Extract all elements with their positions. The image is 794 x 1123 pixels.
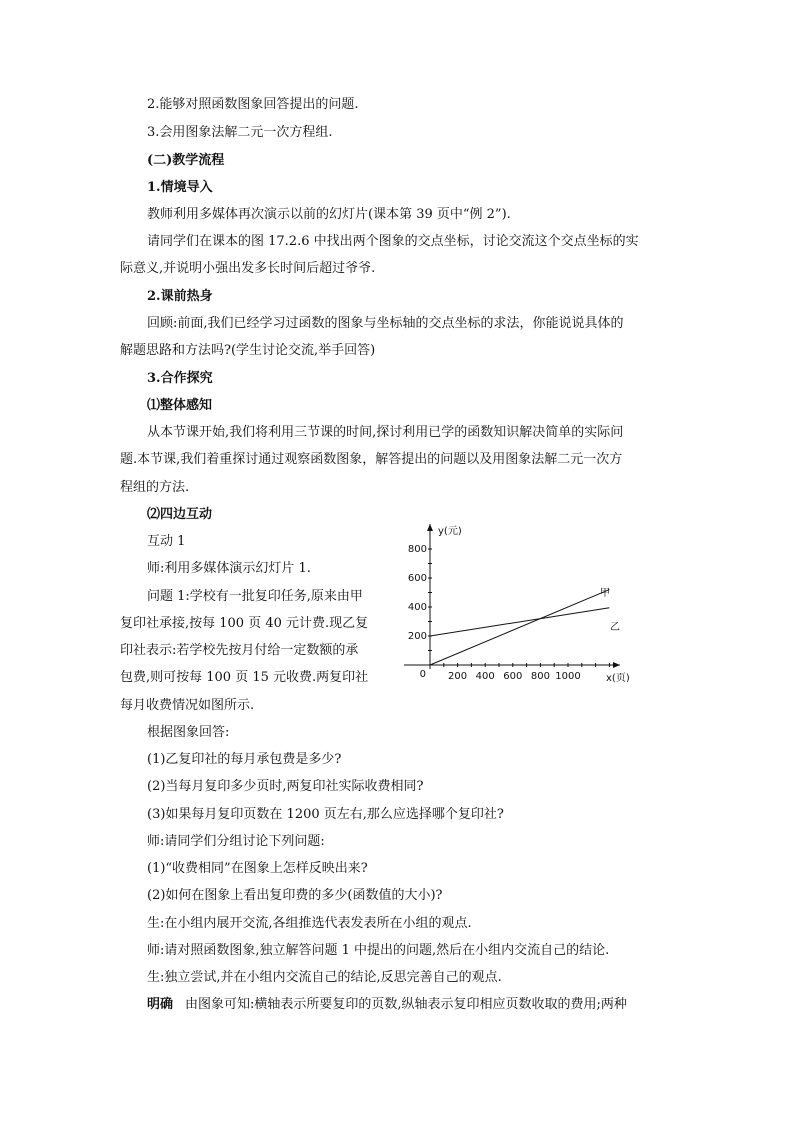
x-tick-label: 400 — [475, 671, 495, 682]
objective-3: 3.会用图象法解二元一次方程组. — [147, 125, 333, 140]
heading-situation-intro: 1.情境导入 — [147, 180, 213, 195]
question-line: (2)当每月复印多少页时,两复印社实际收费相同? — [147, 779, 424, 794]
origin-label: 0 — [419, 669, 426, 680]
heading-interaction: ⑵四边互动 — [147, 507, 213, 522]
paragraph-line: 际意义,并说明小强出发多长时间后超过爷爷. — [120, 261, 376, 276]
paragraph-line: 印社表示:若学校先按月付给一定数额的承 — [120, 643, 359, 658]
paragraph-line: 问题 1:学校有一批复印任务,原来由甲 — [147, 589, 363, 604]
heading-overall: ⑴整体感知 — [147, 398, 213, 413]
paragraph-line: 互动 1 — [147, 534, 186, 549]
y-axis-arrow — [427, 524, 433, 531]
heading-teaching-process: (二)教学流程 — [147, 153, 225, 168]
question-line: (1)“收费相同”在图象上怎样反映出来? — [147, 861, 368, 876]
question-line: (1)乙复印社的每月承包费是多少? — [147, 752, 342, 767]
heading-warmup: 2.课前热身 — [147, 289, 213, 304]
paragraph-line: 从本节课开始,我们将利用三节课的时间,探讨利用已学的函数知识解决简单的实际问 — [147, 425, 624, 440]
paragraph-line: 包费,则可按每 100 页 15 元收费.两复印社 — [120, 670, 369, 685]
question-line: (2)如何在图象上看出复印费的多少(函数值的大小)? — [147, 888, 443, 903]
series-label-yi: 乙 — [610, 622, 620, 633]
paragraph-line: 根据图象回答: — [147, 725, 230, 740]
heading-cooperative: 3.合作探究 — [147, 371, 213, 386]
paragraph-line: 程组的方法. — [120, 480, 190, 495]
paragraph-line: 请同学们在课本的图 17.2.6 中找出两个图象的交点坐标，讨论交流这个交点坐标的实 — [147, 234, 639, 249]
y-tick-label: 400 — [407, 602, 427, 613]
question-line: (3)如果每月复印页数在 1200 页左右,那么应选择哪个复印社? — [147, 807, 504, 822]
paragraph-line: 师:请同学们分组讨论下列问题: — [147, 834, 325, 849]
paragraph-line: 生:在小组内展开交流,各组推选代表发表所在小组的观点. — [147, 916, 472, 931]
paragraph-line: 生:独立尝试,并在小组内交流自己的结论,反思完善自己的观点. — [147, 970, 502, 985]
conclusion-text: 由图象可知:横轴表示所要复印的页数,纵轴表示复印相应页数收取的费用;两种 — [185, 997, 627, 1012]
cost-chart — [400, 518, 650, 690]
x-tick-label: 1000 — [555, 671, 581, 682]
objective-2: 2.能够对照函数图象回答提出的问题. — [147, 97, 359, 112]
x-tick-label: 600 — [503, 671, 523, 682]
paragraph-line: 师:利用多媒体演示幻灯片 1. — [147, 561, 311, 576]
x-axis-label: x(页) — [606, 673, 630, 684]
conclusion-label: 明确 — [147, 997, 174, 1012]
paragraph-line: 回顾:前面,我们已经学习过函数的图象与坐标轴的交点坐标的求法，你能说说具体的 — [147, 316, 624, 331]
y-axis-label: y(元) — [438, 526, 462, 537]
y-tick-label: 600 — [407, 573, 427, 584]
paragraph-line: 教师利用多媒体再次演示以前的幻灯片(课本第 39 页中“例 2”). — [147, 207, 511, 222]
paragraph-line: 师:请对照函数图象,独立解答问题 1 中提出的问题,然后在小组内交流自己的结论. — [147, 943, 610, 958]
paragraph-line: 解题思路和方法吗?(学生讨论交流,举手回答) — [120, 343, 376, 358]
paragraph-line: 复印社承接,按每 100 页 40 元计费.现乙复 — [120, 616, 369, 631]
x-tick-label: 800 — [530, 671, 550, 682]
x-axis-arrow — [613, 662, 620, 668]
series-line-2 — [430, 608, 609, 636]
conclusion-line — [147, 995, 627, 1015]
y-tick-label: 200 — [407, 631, 427, 642]
y-tick-label: 800 — [407, 544, 427, 555]
paragraph-line: 每月收费情况如图所示. — [120, 698, 255, 713]
paragraph-line: 题.本节课,我们着重探讨通过观察函数图象，解答提出的问题以及用图象法解二元一次方 — [120, 452, 623, 467]
series-line-1 — [430, 590, 609, 665]
x-tick-label: 200 — [448, 671, 468, 682]
series-label-jia: 甲 — [600, 588, 610, 599]
